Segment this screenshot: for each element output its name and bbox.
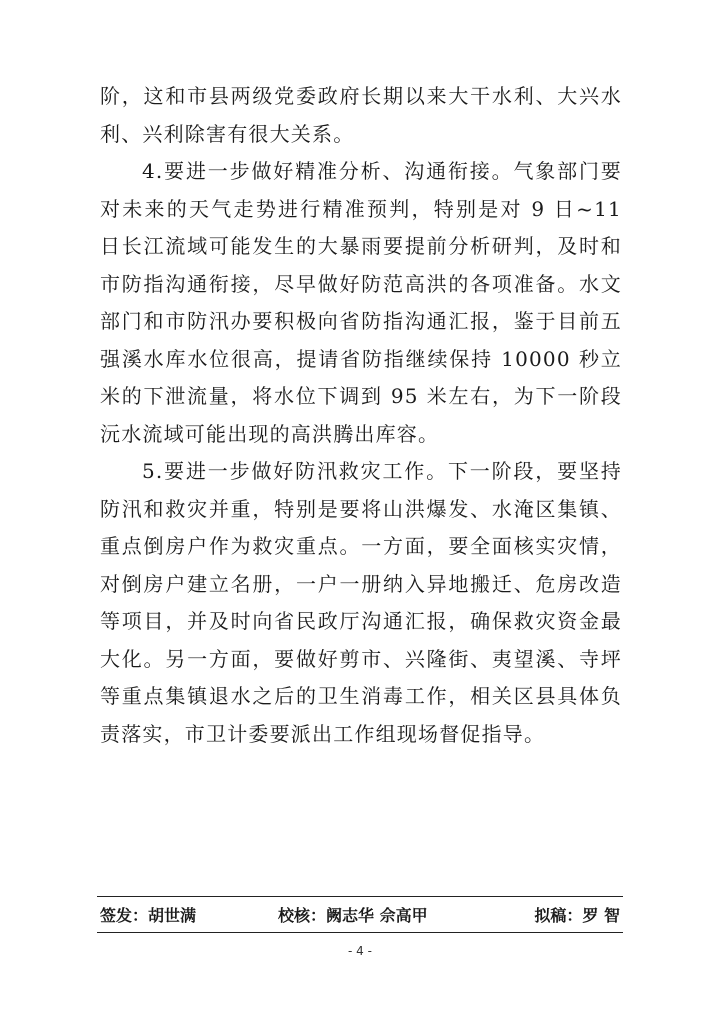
page-number: - 4 - xyxy=(348,944,372,958)
footer-rule-bottom xyxy=(97,932,623,933)
signoff-drafter: 拟稿：罗 智 xyxy=(534,906,620,925)
paragraph-continuation: 阶，这和市县两级党委政府长期以来大干水利、大兴水利、兴利除害有很大关系。 xyxy=(100,84,622,146)
paragraph-item-4: 4.要进一步做好精准分析、沟通衔接。气象部门要对未来的天气走势进行精准预判，特别是对 9 日~11 日长江流域可能发生的大暴雨要提前分析研判，及时和市防指沟通衔接，尽早做好防范高洪的各项准备。水文部门和市防汛办要积极向省防指沟通汇报，鉴于目前五强溪水库水位很高，提请省防指继续保持 10000 秒立米的下泄流量，将水位下调到 95 米左右，为下一阶段沅水流域可能出现的高洪腾出库容。 xyxy=(100,159,622,446)
signoff-issuer: 签发：胡世满 xyxy=(100,906,197,925)
paragraph-item-5: 5.要进一步做好防汛救灾工作。下一阶段，要坚持防汛和救灾并重，特别是要将山洪爆发、水淹区集镇、重点倒房户作为救灾重点。一方面，要全面核实灾情，对倒房户建立名册，一户一册纳入异地搬迁、危房改造等项目，并及时向省民政厅沟通汇报，确保救灾资金最大化。另一方面，要做好剪市、兴隆街、夷望溪、寺坪等重点集镇退水之后的卫生消毒工作，相关区县具体负责落实，市卫计委要派出工作组现场督促指导。 xyxy=(100,459,622,746)
footer-rule-top xyxy=(97,896,623,897)
body-text xyxy=(100,78,622,753)
signoff-checker: 校核：阙志华 佘高甲 xyxy=(278,906,428,925)
